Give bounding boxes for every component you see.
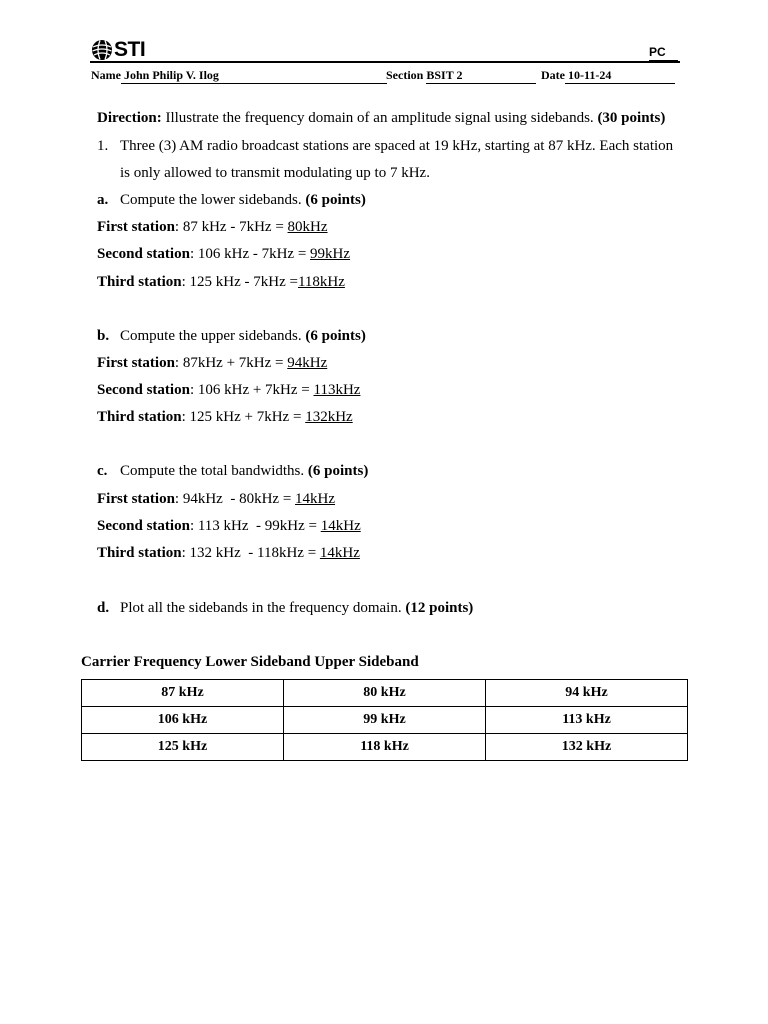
carrier-cell: 87 kHz <box>82 680 284 707</box>
globe-icon <box>90 38 116 62</box>
date-field <box>541 68 675 84</box>
direction-label: Direction: <box>97 110 162 126</box>
sti-logo <box>90 38 145 62</box>
lower-sideband-cell: 118 kHz <box>284 734 486 761</box>
direction <box>97 110 665 127</box>
upper-sideband-cell: 94 kHz <box>486 680 688 707</box>
part-a-row-2: Second station: 106 kHz - 7kHz = 99kHz <box>97 246 351 262</box>
sideband-table <box>81 679 688 761</box>
part-c-heading: Compute the total bandwidths. (6 points) <box>120 463 369 479</box>
section-field <box>386 68 536 84</box>
direction-points: (30 points) <box>597 110 666 126</box>
header-rule <box>90 61 680 63</box>
lower-sideband-cell: 80 kHz <box>284 680 486 707</box>
carrier-cell: 106 kHz <box>82 707 284 734</box>
section-label: Section <box>386 68 424 82</box>
part-d-heading: Plot all the sidebands in the frequency domain. (12 points) <box>120 600 474 616</box>
part-b-row-1: First station: 87kHz + 7kHz = 94kHz <box>97 355 328 371</box>
part-b-letter: b. <box>97 328 110 344</box>
part-c-letter: c. <box>97 463 108 479</box>
upper-sideband-cell: 132 kHz <box>486 734 688 761</box>
part-b-row-3: Third station: 125 kHz + 7kHz = 132kHz <box>97 409 353 425</box>
date-label: Date <box>541 68 565 82</box>
date-value: 10-11-24 <box>565 68 675 84</box>
name-field <box>91 68 387 84</box>
lower-sideband-cell: 99 kHz <box>284 707 486 734</box>
question-number: 1. <box>97 138 109 154</box>
part-d-letter: d. <box>97 600 110 616</box>
part-b-row-2: Second station: 106 kHz + 7kHz = 113kHz <box>97 382 361 398</box>
part-a-heading: Compute the lower sidebands. (6 points) <box>120 192 366 208</box>
table-row <box>82 707 688 734</box>
table-row <box>82 680 688 707</box>
part-b-heading: Compute the upper sidebands. (6 points) <box>120 328 366 344</box>
part-a-row-3: Third station: 125 kHz - 7kHz =118kHz <box>97 274 345 290</box>
upper-sideband-cell: 113 kHz <box>486 707 688 734</box>
name-value: John Philip V. Ilog <box>121 68 387 84</box>
question-line-1: Three (3) AM radio broadcast stations are spaced at 19 kHz, starting at 87 kHz. Each station <box>120 138 674 154</box>
part-c-row-2: Second station: 113 kHz - 99kHz = 14kHz <box>97 518 361 534</box>
direction-text: Illustrate the frequency domain of an amplitude signal using sidebands. <box>161 110 598 126</box>
table-row <box>82 734 688 761</box>
logo-text: STI <box>114 38 146 61</box>
part-c-row-1: First station: 94kHz - 80kHz = 14kHz <box>97 491 336 507</box>
part-c-row-3: Third station: 132 kHz - 118kHz = 14kHz <box>97 545 360 561</box>
name-label: Name <box>91 68 121 82</box>
question-line-2: is only allowed to transmit modulating up to 7 kHz. <box>120 165 430 181</box>
section-value: BSIT 2 <box>426 68 536 84</box>
table-caption: Carrier Frequency Lower Sideband Upper Sideband <box>81 654 419 670</box>
part-a-row-1: First station: 87 kHz - 7kHz = 80kHz <box>97 219 328 235</box>
carrier-cell: 125 kHz <box>82 734 284 761</box>
document-code: PC <box>649 45 666 59</box>
part-a-letter: a. <box>97 192 109 208</box>
